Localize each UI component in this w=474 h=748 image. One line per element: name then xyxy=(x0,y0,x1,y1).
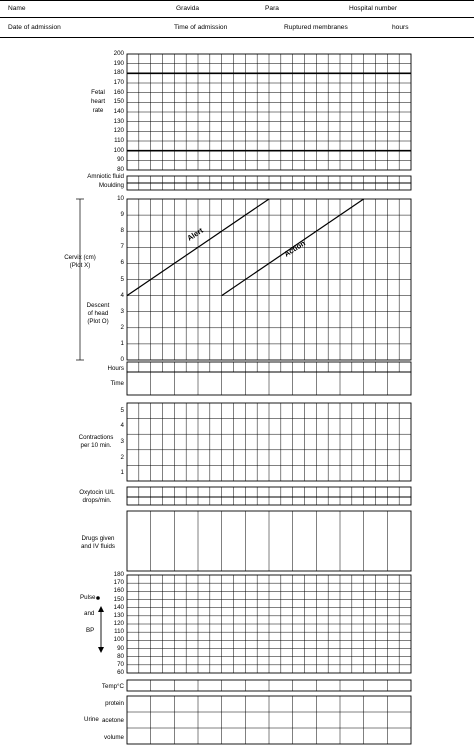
hours-row-label: Hours xyxy=(107,365,124,372)
fetal-heart-rate-label-3: rate xyxy=(92,107,104,114)
fhr-tick: 150 xyxy=(113,98,124,106)
contractions-tick: 3 xyxy=(120,438,124,445)
bp-label: BP xyxy=(86,627,95,634)
oxytocin-label-2: drops/min. xyxy=(82,497,112,504)
pulse-bp-tick: 170 xyxy=(113,579,124,587)
pulse-bp-tick: 100 xyxy=(113,636,124,644)
urine-label: Urine xyxy=(84,716,99,723)
cervix-label-1: Cervix (cm) xyxy=(64,254,96,261)
cervix-label-2: (Plot X) xyxy=(69,262,91,269)
date-of-admission-label: Date of admission xyxy=(8,24,61,31)
pulse-bp-tick: 90 xyxy=(117,644,124,652)
pulse-bp-tick: 150 xyxy=(113,595,124,603)
para-label: Para xyxy=(265,5,279,12)
pulse-bp-tick: 120 xyxy=(113,620,124,627)
cervix-tick: 8 xyxy=(120,227,124,235)
fetal-heart-rate-label-1: Fetal xyxy=(91,89,105,96)
pulse-bp-tick: 60 xyxy=(117,669,124,676)
descent-label-2: of head xyxy=(87,310,109,317)
fhr-tick: 130 xyxy=(113,117,124,125)
fhr-tick: 160 xyxy=(113,88,124,96)
contractions-label-2: per 10 min. xyxy=(80,442,112,449)
cervix-tick: 5 xyxy=(120,275,124,283)
fhr-tick: 190 xyxy=(113,59,124,67)
temp-label: Temp°C xyxy=(101,683,124,690)
contractions-tick: 4 xyxy=(120,422,124,430)
pulse-dot-icon xyxy=(96,596,100,600)
urine-volume-label: volume xyxy=(104,734,124,741)
fhr-tick: 120 xyxy=(113,127,124,135)
amniotic-fluid-label: Amniotic fluid xyxy=(87,173,124,180)
hospital-number-label: Hospital number xyxy=(349,5,398,12)
fhr-tick: 80 xyxy=(117,166,124,173)
cervix-tick: 2 xyxy=(120,323,124,331)
contractions-tick: 1 xyxy=(120,469,124,477)
name-label: Name xyxy=(8,5,26,12)
descent-label-3: (Plot O) xyxy=(87,318,109,325)
moulding-label: Moulding xyxy=(98,182,124,189)
urine-protein-label: protein xyxy=(105,700,124,707)
fhr-tick: 180 xyxy=(113,69,124,77)
alert-line-label: Alert xyxy=(185,225,205,243)
cervix-tick: 1 xyxy=(120,339,124,347)
urine-acetone-label: acetone xyxy=(101,717,124,724)
action-line-label: Action xyxy=(282,238,307,259)
pulse-bp-tick: 160 xyxy=(113,587,124,595)
cervix-tick: 10 xyxy=(117,195,124,202)
cervix-tick: 0 xyxy=(120,356,124,363)
cervix-tick: 4 xyxy=(120,291,124,299)
fhr-tick: 110 xyxy=(114,137,124,144)
gravida-label: Gravida xyxy=(176,5,200,12)
pulse-bp-tick: 70 xyxy=(117,660,124,668)
cervix-tick: 7 xyxy=(120,243,124,251)
pulse-label: Pulse xyxy=(80,594,96,601)
cervix-tick: 3 xyxy=(120,307,124,315)
time-row-label: Time xyxy=(110,380,124,387)
pulse-bp-tick: 110 xyxy=(114,628,124,636)
pulse-bp-tick: 180 xyxy=(113,571,124,578)
fhr-tick: 90 xyxy=(117,156,124,164)
oxytocin-label-1: Oxytocin U/L xyxy=(79,489,115,496)
pulse-bp-tick: 130 xyxy=(113,611,124,619)
drugs-label-1: Drugs given xyxy=(81,535,115,542)
fhr-tick: 170 xyxy=(113,79,124,86)
bp-arrow-down-icon xyxy=(98,647,104,653)
contractions-tick: 2 xyxy=(120,453,124,461)
fhr-tick: 100 xyxy=(113,146,124,154)
time-of-admission-label: Time of admission xyxy=(174,24,228,31)
contractions-label-1: Contractions xyxy=(78,434,114,441)
fhr-tick: 140 xyxy=(113,108,124,115)
pulse-bp-tick: 80 xyxy=(117,652,124,660)
ruptured-membranes-label: Ruptured membranes xyxy=(284,24,348,31)
contractions-tick: 5 xyxy=(120,406,124,414)
cervix-tick: 6 xyxy=(120,259,124,267)
drugs-label-2: and IV fluids xyxy=(80,543,116,550)
pulse-bp-tick: 140 xyxy=(113,603,124,611)
cervix-tick: 9 xyxy=(120,211,124,219)
and-label: and xyxy=(84,610,95,617)
fhr-tick: 200 xyxy=(113,50,124,57)
descent-label-1: Descent xyxy=(86,302,110,309)
fetal-heart-rate-label-2: heart xyxy=(90,98,106,105)
hours-label-header: hours xyxy=(392,24,409,31)
bp-arrow-up-icon xyxy=(98,606,104,612)
